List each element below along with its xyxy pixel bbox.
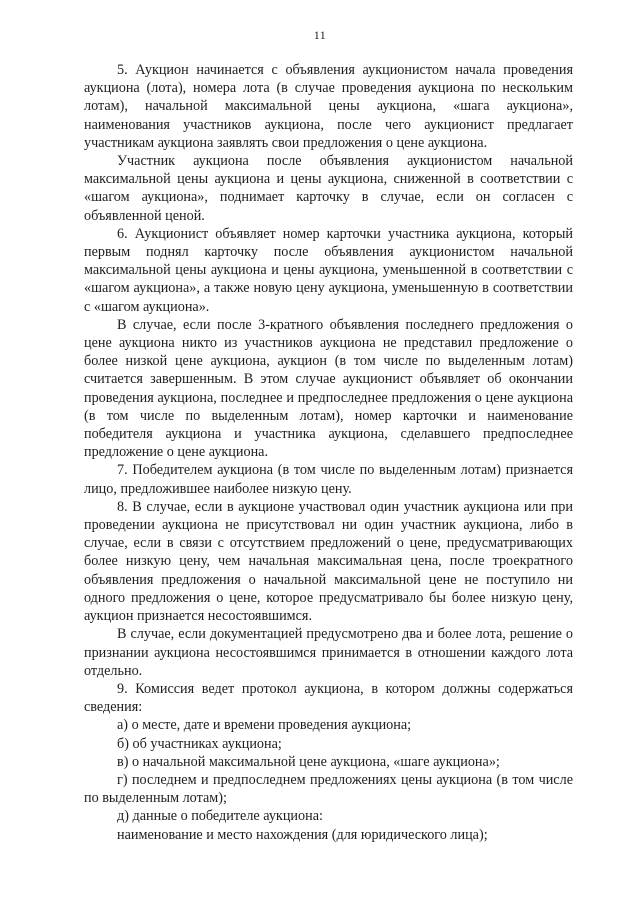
paragraph-auction-completion: В случае, если после 3-кратного объявления последнего предложения о цене аукциона никто из участников аукциона не представил предложение о более низкой цене аукциона, аукцион (в том числе по выделенным лотам) считается завершенным. В этом случае аукционист объявляет об окончании проведения аукциона, последнее и предпоследнее предложения о цене аукциона (в том числе по выделенным лотам), номер карточки и наименование победителя аукциона и участника аукциона, сделавшего предпоследнее предложение о цене аукциона. bbox=[84, 316, 573, 461]
paragraph-9-protocol: 9. Комиссия ведет протокол аукциона, в котором должны содержаться сведения: bbox=[84, 680, 573, 716]
paragraph-8-failed-auction: 8. В случае, если в аукционе участвовал один участник аукциона или при проведении аукциона не присутствовал ни один участник аукциона, либо в случае, если в связи с отсутствием предложений о цене, предусматривающих более низкую цену, чем начальная максимальная цена, после троекратного объявления предложения о начальной максимальной цене не поступило ни одного предложения о цене, которое предусматривало бы более низкую цену, аукцион признается несостоявшимся. bbox=[84, 498, 573, 625]
paragraph-participant-card: Участник аукциона после объявления аукционистом начальной максимальной цены аукциона и цены аукциона, сниженной в соответствии с «шагом аукциона», поднимает карточку в случае, если он согласен с объявленной ценой. bbox=[84, 153, 573, 224]
page-number: 11 bbox=[313, 28, 327, 42]
paragraph-7-winner: 7. Победителем аукциона (в том числе по выделенным лотам) признается лицо, предложившее наиболее низкую цену. bbox=[84, 462, 573, 497]
list-item-d: д) данные о победителе аукциона: bbox=[117, 808, 323, 825]
document-body bbox=[84, 61, 573, 844]
list-item-v: в) о начальной максимальной цене аукциона, «шаге аукциона»; bbox=[117, 753, 500, 770]
paragraph-6-card-number: 6. Аукционист объявляет номер карточки участника аукциона, который первым поднял карточку после объявления аукционистом начальной максимальной цены аукциона и цены аукциона, уменьшенной в соответствии с «шагом аукциона», а также новую цену аукциона, уменьшенную в соответствии с «шагом аукциона». bbox=[84, 225, 573, 315]
list-item-g: г) последнем и предпоследнем предложениях цены аукциона (в том числе по выделенным лотам); bbox=[84, 771, 573, 807]
paragraph-5-auction-start: 5. Аукцион начинается с объявления аукционистом начала проведения аукциона (лота), номера лота (в случае проведения аукциона по нескольким лотам), начальной максимальной цены аукциона, «шага аукциона», наименования участников аукциона, после чего аукционист предлагает участникам аукциона заявлять свои предложения о цене аукциона. bbox=[84, 62, 573, 151]
list-item-a: а) о месте, дате и времени проведения аукциона; bbox=[117, 717, 412, 734]
paragraph-multiple-lots: В случае, если документацией предусмотрено два и более лота, решение о признании аукциона несостоявшимся принимается в отношении каждого лота отдельно. bbox=[84, 626, 573, 679]
list-item-b: б) об участниках аукциона; bbox=[117, 735, 282, 752]
list-item-name-location: наименование и место нахождения (для юридического лица); bbox=[117, 826, 488, 843]
